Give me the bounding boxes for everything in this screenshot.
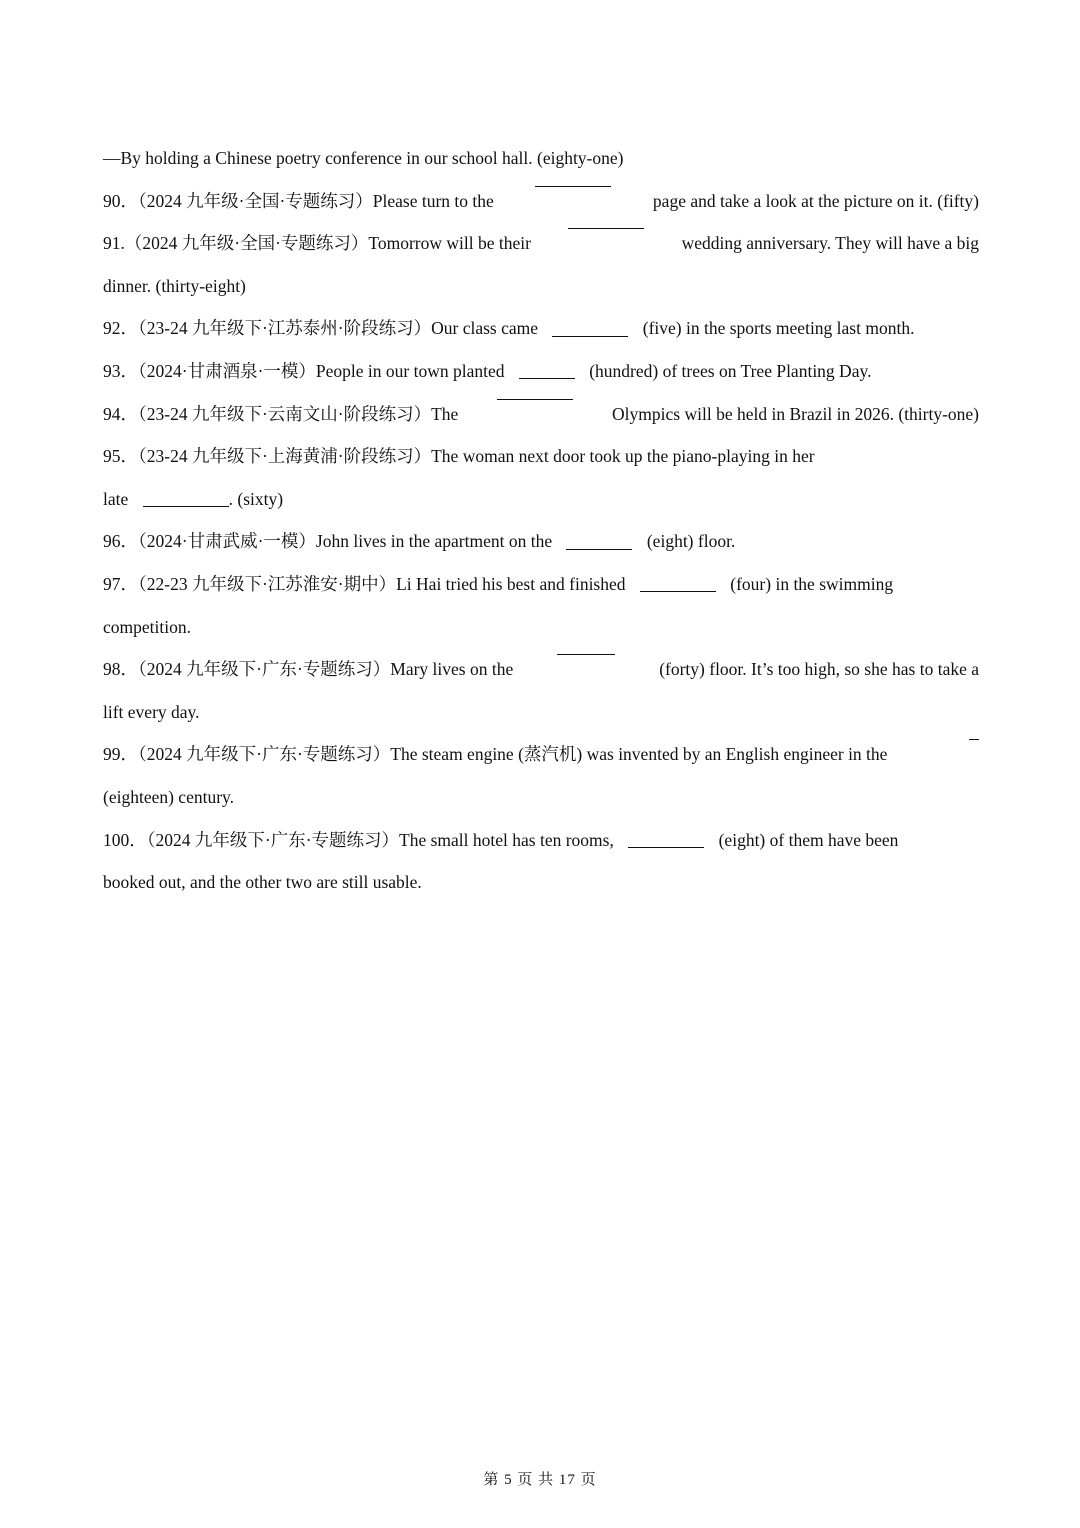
question-text: late <box>103 488 129 509</box>
question-99-continued <box>103 776 979 819</box>
question-text: 93．（2024·甘肃酒泉·一模）People in our town planted <box>103 360 505 381</box>
question-text: (five) in the sports meeting last month. <box>642 318 915 339</box>
line-text: dinner. (thirty-eight) <box>103 275 246 296</box>
question-text: 92．（23-24 九年级下·江苏泰州·阶段练习）Our class came <box>103 318 539 339</box>
line-text: 95．（23-24 九年级下·上海黄浦·阶段练习）The woman next door took up the piano-playing in her <box>103 446 815 467</box>
page-number-footer: 第 5 页 共 17 页 <box>483 1472 597 1488</box>
question-98 <box>103 648 979 691</box>
question-97 <box>103 563 979 606</box>
question-94 <box>103 393 979 436</box>
question-text: . (sixty) <box>228 488 284 509</box>
answer-blank[interactable] <box>628 847 704 848</box>
line-text: (eighteen) century. <box>103 786 235 807</box>
answer-blank[interactable] <box>566 549 632 550</box>
question-91 <box>103 222 979 265</box>
answer-line-89 <box>103 137 979 180</box>
question-text: 94．（23-24 九年级下·云南文山·阶段练习）The <box>103 403 459 424</box>
answer-blank[interactable] <box>557 654 615 655</box>
question-text: 90．（2024 九年级·全国·专题练习）Please turn to the <box>103 190 494 211</box>
line-text: lift every day. <box>103 701 200 722</box>
question-99 <box>103 733 979 776</box>
question-97-continued <box>103 606 979 649</box>
answer-blank[interactable] <box>535 186 611 187</box>
question-text: (forty) floor. It’s too high, so she has to take a <box>659 659 979 680</box>
question-93 <box>103 350 979 393</box>
question-90 <box>103 180 979 223</box>
question-91-continued <box>103 265 979 308</box>
answer-blank[interactable] <box>143 506 229 507</box>
answer-blank[interactable] <box>640 591 716 592</box>
question-text: 96．（2024·甘肃武威·一模）John lives in the apartment on the <box>103 531 553 552</box>
answer-blank[interactable] <box>519 378 575 379</box>
question-text: (four) in the swimming <box>730 573 894 594</box>
answer-blank[interactable] <box>568 228 644 229</box>
line-text: competition. <box>103 616 191 637</box>
line-text: —By holding a Chinese poetry conference in our school hall. (eighty-one) <box>103 148 624 168</box>
question-list <box>103 137 979 904</box>
question-92 <box>103 307 979 350</box>
question-text: 99．（2024 九年级下·广东·专题练习）The steam engine (蒸汽机) was invented by an English engineer in the <box>103 744 888 765</box>
question-95-continued <box>103 478 979 521</box>
question-text: page and take a look at the picture on it. (fifty) <box>652 190 979 211</box>
question-text: Olympics will be held in Brazil in 2026. (thirty-one) <box>612 403 979 424</box>
question-text: wedding anniversary. They will have a big <box>681 233 979 254</box>
answer-blank[interactable] <box>552 336 628 337</box>
question-98-continued <box>103 691 979 734</box>
question-text: 98．（2024 九年级下·广东·专题练习）Mary lives on the <box>103 659 514 680</box>
answer-blank[interactable] <box>497 399 573 400</box>
question-text: (eight) of them have been <box>718 829 899 850</box>
answer-blank[interactable] <box>969 739 979 740</box>
question-100 <box>103 819 979 862</box>
question-text: 100．（2024 九年级下·广东·专题练习）The small hotel has ten rooms, <box>103 829 614 850</box>
question-text: 91.（2024 九年级·全国·专题练习）Tomorrow will be their <box>103 233 531 254</box>
line-text: booked out, and the other two are still usable. <box>103 872 422 893</box>
question-95 <box>103 435 979 478</box>
question-text: (hundred) of trees on Tree Planting Day. <box>589 360 872 381</box>
question-text: 97．（22-23 九年级下·江苏淮安·期中）Li Hai tried his best and finished <box>103 573 626 594</box>
question-96 <box>103 520 979 563</box>
question-100-continued <box>103 861 979 904</box>
question-text: (eight) floor. <box>646 531 736 552</box>
